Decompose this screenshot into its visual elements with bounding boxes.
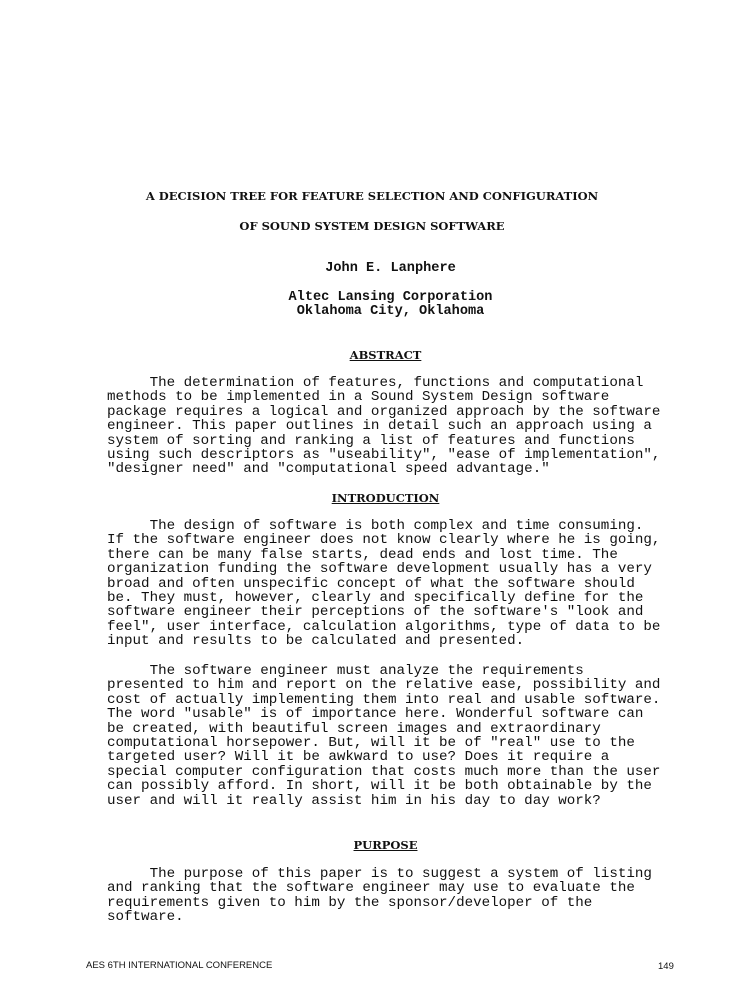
footer-page-number: 149	[658, 961, 674, 972]
author-name: John E. Lanphere	[325, 261, 456, 276]
purpose-paragraph: The purpose of this paper is to suggest a system of listing and ranking that the software engineer may use to evaluate the requirements given to him by the sponsor/developer of the software.	[107, 866, 652, 926]
paper-title-line-2: OF SOUND SYSTEM DESIGN SOFTWARE	[239, 219, 505, 233]
affiliation-organization: Altec Lansing Corporation	[288, 290, 493, 305]
affiliation-location: Oklahoma City, Oklahoma	[296, 304, 485, 319]
introduction-heading: INTRODUCTION	[331, 491, 440, 505]
introduction-paragraph-1: The design of software is both complex and time consuming. If the software engineer does not know clearly where he is going, there can be many false starts, dead ends and lost time. The organization funding the software development usually has a very broad and often unspecific concept of what the software should be. They must, however, clearly and specifically define for the software engineer their perceptions of the software's "look and feel", user interface, calculation algorithms, type of data to be input and results to be calculated and presented.	[107, 518, 661, 650]
introduction-paragraph-2: The software engineer must analyze the requirements presented to him and report on the relative ease, possibility and cost of actually implementing them into real and usable software. The word "usable" is of importance here. Wonderful software can be created, with beautiful screen images and extraordinary computational horsepower. But, will it be of "real" use to the targeted user? Will it be awkward to use? Does it require a special computer configuration that costs much more than the user can possibly afford. In short, will it be both obtainable by the user and will it really assist him in his day to day work?	[107, 663, 661, 809]
footer-conference: AES 6TH INTERNATIONAL CONFERENCE	[86, 960, 273, 971]
purpose-heading: PURPOSE	[353, 838, 418, 852]
abstract-paragraph: The determination of features, functions and computational methods to be implemented in a Sound System Design software package requires a logical and organized approach by the software engineer. This paper outlines in detail such an approach using a system of sorting and ranking a list of features and functions using such descriptors as "useability", "ease of implementation", "designer need" and "computational speed advantage."	[107, 375, 661, 478]
abstract-heading: ABSTRACT	[349, 348, 422, 362]
paper-title-line-1: A DECISION TREE FOR FEATURE SELECTION AND CONFIGURATION	[145, 189, 599, 203]
